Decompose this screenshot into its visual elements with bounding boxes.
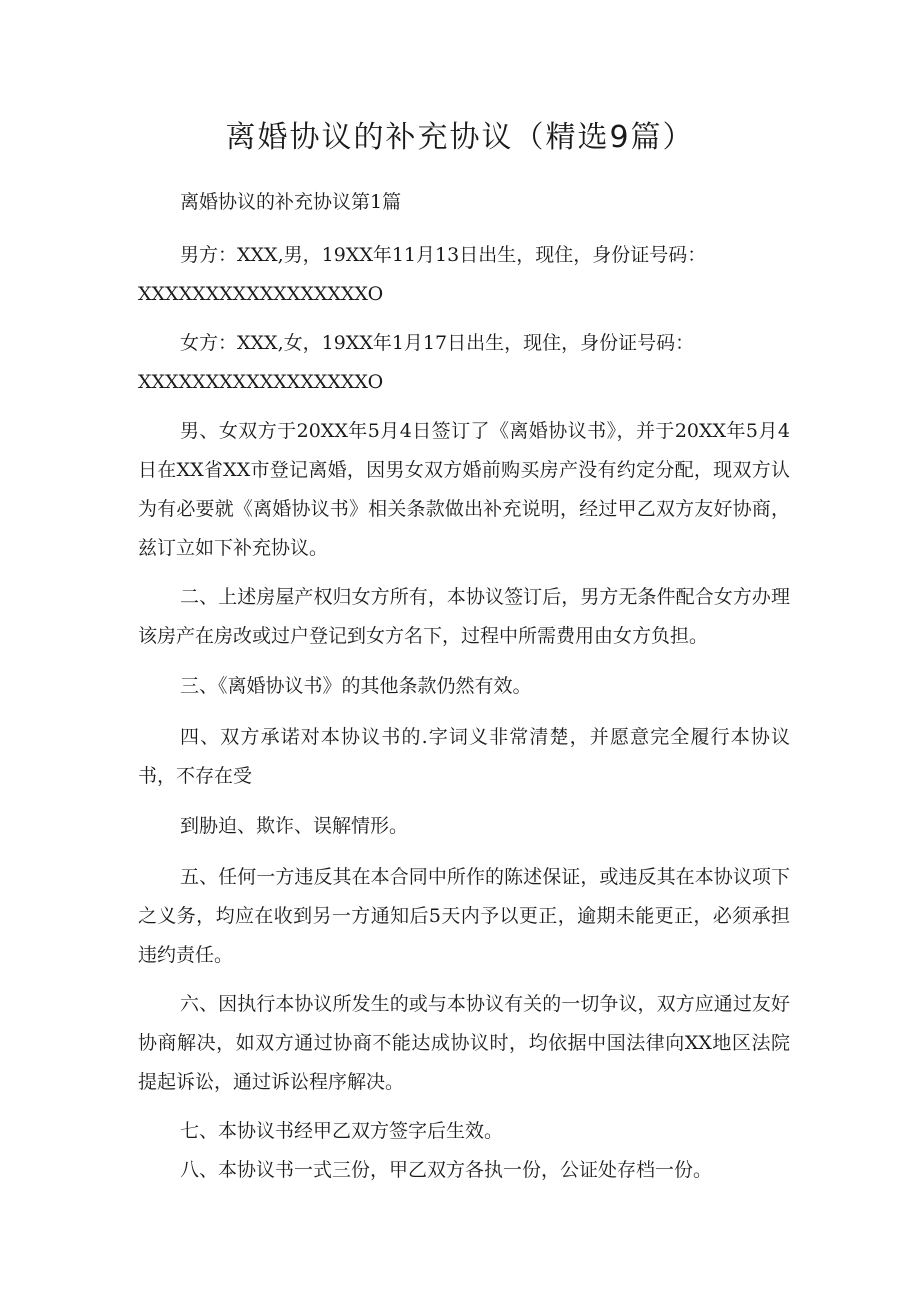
clause-5-paragraph: 五、任何一方违反其在本合同中所作的陈述保证，或违反其在本协议项下之义务，均应在收到另一方通知后5天内予以更正，逾期未能更正，必须承担违约责任。 [138, 866, 790, 966]
man-info-line: 男方：XXX,男，19XX年11月13日出生，现住，身份证号码： [180, 244, 707, 266]
clause-2-paragraph: 二、上述房屋产权归女方所有，本协议签订后，男方无条件配合女方办理该房产在房改或过户登记到女方名下，过程中所需费用由女方负担。 [138, 586, 790, 647]
clause-6-paragraph: 六、因执行本协议所发生的或与本协议有关的一切争议，双方应通过友好协商解决，如双方通过协商不能达成协议时，均依据中国法律向XX地区法院提起诉讼，通过诉讼程序解决。 [138, 993, 790, 1093]
intro-paragraph: 男、女双方于20XX年5月4日签订了《离婚协议书》，并于20XX年5月4日在XX省XX市登记离婚，因男女双方婚前购买房产没有约定分配，现双方认为有必要就《离婚协议书》相关条款做出补充说明，经过甲乙双方友好协商，兹订立如下补充协议。 [138, 420, 790, 559]
clause-7-paragraph: 七、本协议书经甲乙双方签字后生效。 [180, 1120, 504, 1142]
clause-3-paragraph: 三、《离婚协议书》的其他条款仍然有效。 [180, 675, 532, 697]
section-heading: 离婚协议的补充协议第1篇 [180, 191, 402, 213]
man-id-number: XXXXXXXXXXXXXXXXXO [138, 283, 384, 305]
clause-4-continuation: 到胁迫、欺诈、误解情形。 [180, 815, 409, 837]
clause-8-paragraph: 八、本协议书一式三份，甲乙双方各执一份，公证处存档一份。 [180, 1159, 713, 1181]
clause-4-paragraph: 四、双方承诺对本协议书的.字词义非常清楚，并愿意完全履行本协议书，不存在受 [138, 726, 790, 787]
woman-id-number: XXXXXXXXXXXXXXXXXO [138, 371, 384, 393]
document-title: 离婚协议的补充协议（精选9篇） [225, 120, 695, 155]
woman-info-line: 女方：XXX,女，19XX年1月17日出生，现住，身份证号码： [180, 332, 695, 354]
